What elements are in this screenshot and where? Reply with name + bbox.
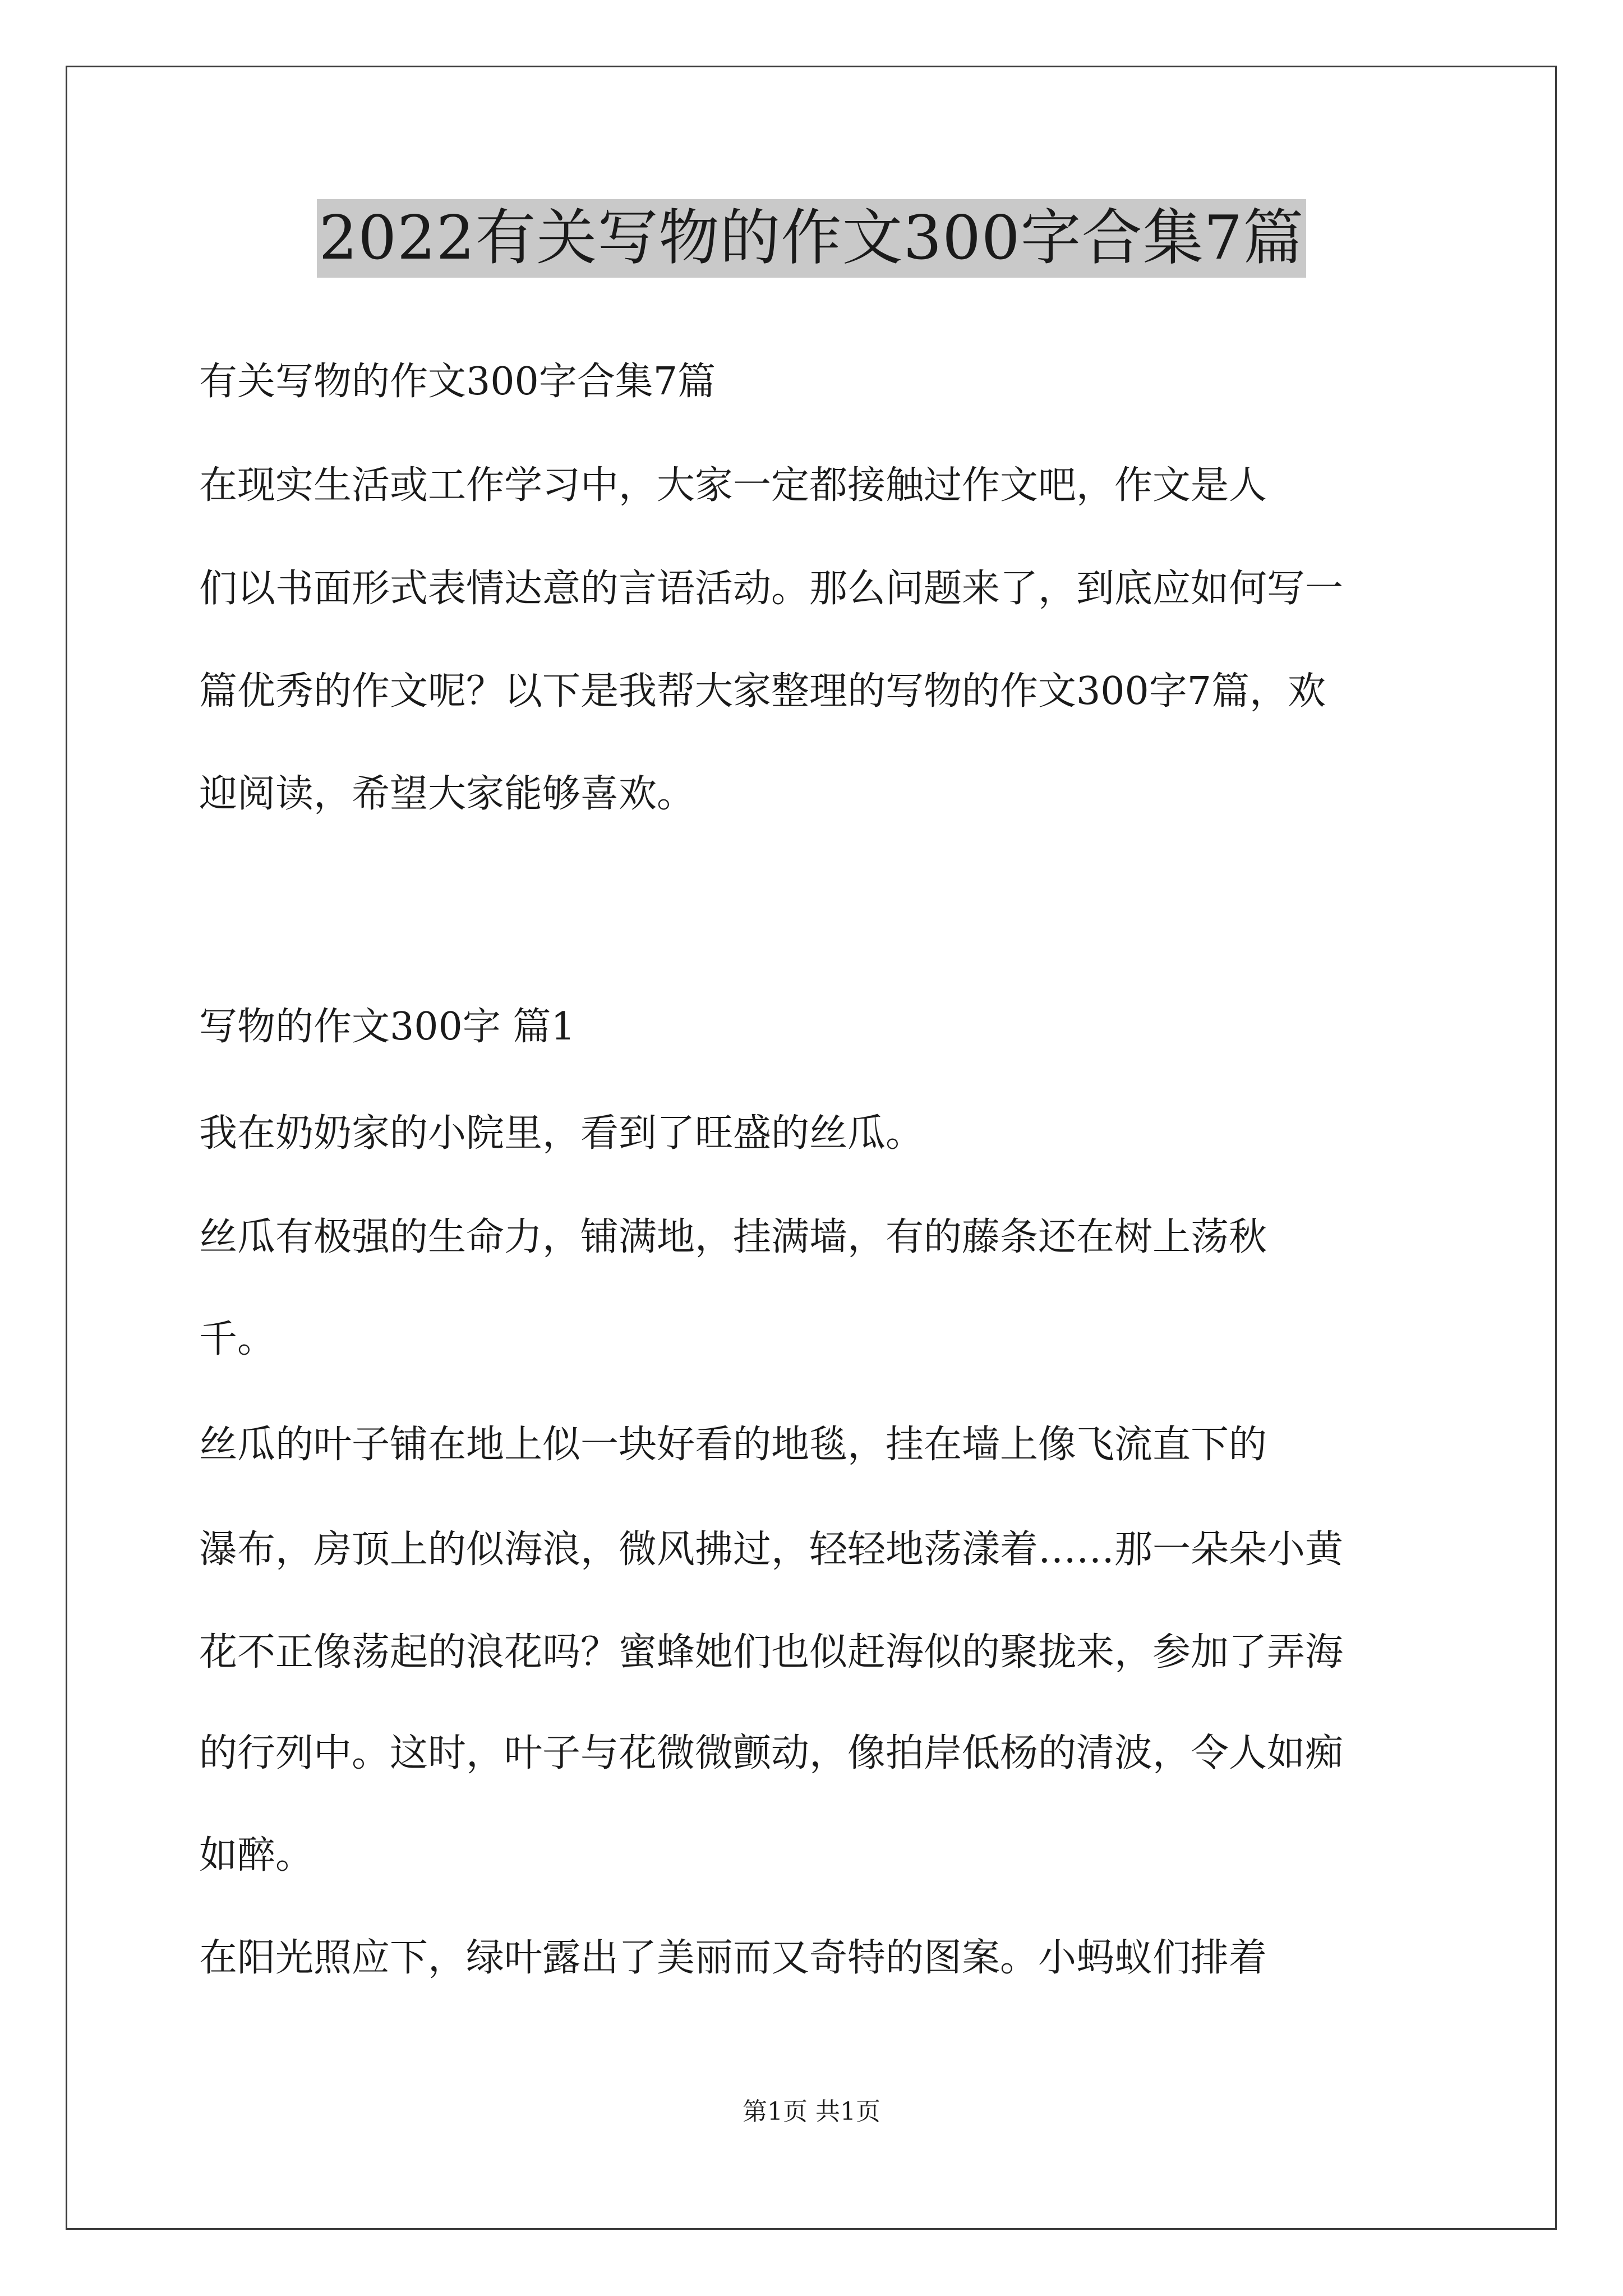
intro-line: 迎阅读，希望大家能够喜欢。	[199, 772, 695, 816]
page-number-footer: 第1页 共1页	[743, 2097, 880, 2126]
intro-line: 们以书面形式表情达意的言语活动。那么问题来了，到底应如何写一	[199, 567, 1344, 611]
paragraph-line: 花不正像荡起的浪花吗？蜜蜂她们也似赶海似的聚拢来，参加了弄海	[199, 1630, 1344, 1674]
paragraph-line: 瀑布，房顶上的似海浪，微风拂过，轻轻地荡漾着……那一朵朵小黄	[199, 1527, 1344, 1572]
paragraph-line: 我在奶奶家的小院里，看到了旺盛的丝瓜。	[199, 1111, 924, 1156]
paragraph-line: 的行列中。这时，叶子与花微微颤动，像拍岸低杨的清波，令人如痴	[199, 1731, 1344, 1775]
paragraph-line: 丝瓜有极强的生命力，铺满地，挂满墙，有的藤条还在树上荡秋	[199, 1215, 1267, 1259]
paragraph-line: 如醉。	[199, 1833, 314, 1878]
document-subtitle: 有关写物的作文300字合集7篇	[199, 360, 716, 404]
intro-line: 在现实生活或工作学习中，大家一定都接触过作文吧，作文是人	[199, 463, 1267, 508]
section-heading: 写物的作文300字 篇1	[199, 1005, 575, 1049]
paragraph-line: 在阳光照应下，绿叶露出了美丽而又奇特的图案。小蚂蚁们排着	[199, 1936, 1267, 1980]
paragraph-line: 千。	[199, 1317, 276, 1361]
paragraph-line: 丝瓜的叶子铺在地上似一块好看的地毯，挂在墙上像飞流直下的	[199, 1423, 1267, 1467]
document-title: 2022有关写物的作文300字合集7篇	[317, 199, 1307, 278]
title-container	[0, 199, 1623, 278]
intro-line: 篇优秀的作文呢？以下是我帮大家整理的写物的作文300字7篇，欢	[199, 669, 1326, 714]
